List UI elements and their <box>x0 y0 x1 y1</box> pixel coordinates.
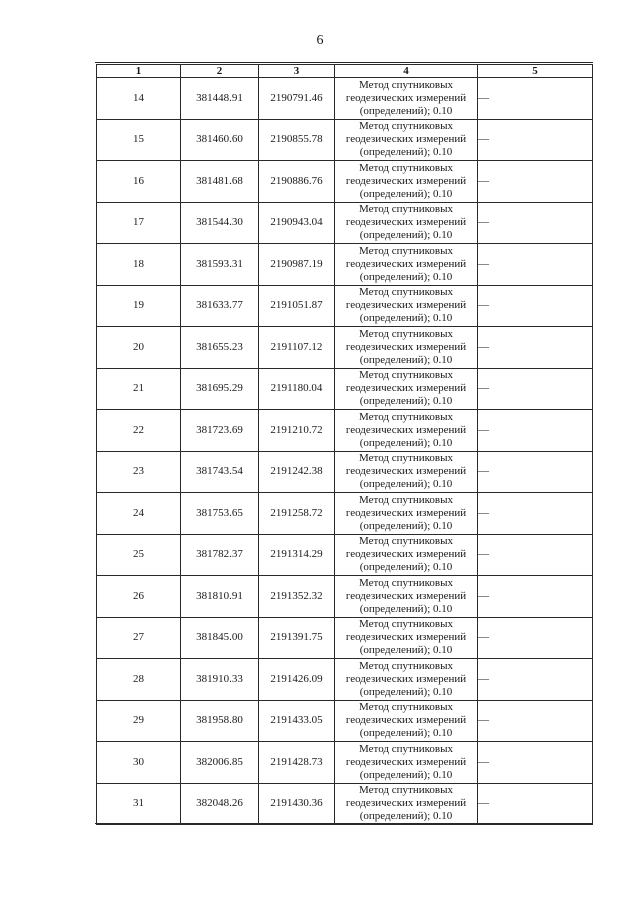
x-coordinate-cell: 381695.29 <box>181 368 259 410</box>
method-line: геодезических измерений <box>345 216 467 229</box>
x-coordinate-cell: 381910.33 <box>181 659 259 701</box>
method-line: Метод спутниковых <box>359 120 453 133</box>
method-line: (определений); 0.10 <box>359 561 453 574</box>
header-col-3: 3 <box>259 65 335 78</box>
y-coordinate-cell: 2191352.32 <box>259 576 335 618</box>
y-coordinate-cell: 2191210.72 <box>259 410 335 452</box>
y-coordinate-cell: 2191258.72 <box>259 493 335 535</box>
table-row <box>97 742 593 784</box>
x-coordinate-cell: 381655.23 <box>181 327 259 369</box>
x-coordinate-cell: 382048.26 <box>181 783 259 825</box>
note-cell: — <box>478 534 593 576</box>
x-coordinate-cell: 381958.80 <box>181 700 259 742</box>
y-coordinate-cell: 2190987.19 <box>259 244 335 286</box>
method-line: геодезических измерений <box>345 506 467 519</box>
y-coordinate-cell: 2190855.78 <box>259 119 335 161</box>
coordinates-table <box>96 64 593 825</box>
note-cell: — <box>478 202 593 244</box>
y-coordinate-cell: 2191430.36 <box>259 783 335 825</box>
method-line: геодезических измерений <box>345 797 467 810</box>
method-cell <box>335 783 478 825</box>
point-number-cell: 25 <box>97 534 181 576</box>
header-col-2: 2 <box>181 65 259 78</box>
method-line: геодезических измерений <box>345 174 467 187</box>
method-line: (определений); 0.10 <box>359 146 453 159</box>
x-coordinate-cell: 381460.60 <box>181 119 259 161</box>
x-coordinate-cell: 381845.00 <box>181 617 259 659</box>
method-line: Метод спутниковых <box>359 742 453 755</box>
point-number-cell: 22 <box>97 410 181 452</box>
table-row <box>97 78 593 120</box>
method-line: (определений); 0.10 <box>359 685 453 698</box>
y-coordinate-cell: 2191107.12 <box>259 327 335 369</box>
method-cell <box>335 202 478 244</box>
method-cell <box>335 161 478 203</box>
y-coordinate-cell: 2191051.87 <box>259 285 335 327</box>
y-coordinate-cell: 2190943.04 <box>259 202 335 244</box>
point-number-cell: 24 <box>97 493 181 535</box>
method-line: геодезических измерений <box>345 465 467 478</box>
x-coordinate-cell: 381782.37 <box>181 534 259 576</box>
table-row <box>97 700 593 742</box>
header-col-1: 1 <box>97 65 181 78</box>
method-line: (определений); 0.10 <box>359 768 453 781</box>
method-cell <box>335 700 478 742</box>
point-number-cell: 26 <box>97 576 181 618</box>
table-row <box>97 244 593 286</box>
x-coordinate-cell: 381481.68 <box>181 161 259 203</box>
header-col-4: 4 <box>335 65 478 78</box>
table-row <box>97 119 593 161</box>
method-line: Метод спутниковых <box>359 576 453 589</box>
method-line: геодезических измерений <box>345 755 467 768</box>
method-cell <box>335 410 478 452</box>
y-coordinate-cell: 2190886.76 <box>259 161 335 203</box>
header-col-5: 5 <box>478 65 593 78</box>
note-cell: — <box>478 78 593 120</box>
point-number-cell: 21 <box>97 368 181 410</box>
table-row <box>97 202 593 244</box>
point-number-cell: 18 <box>97 244 181 286</box>
table-row <box>97 534 593 576</box>
method-line: Метод спутниковых <box>359 493 453 506</box>
method-cell <box>335 742 478 784</box>
method-line: геодезических измерений <box>345 589 467 602</box>
x-coordinate-cell: 381743.54 <box>181 451 259 493</box>
method-line: геодезических измерений <box>345 631 467 644</box>
method-cell <box>335 119 478 161</box>
note-cell: — <box>478 285 593 327</box>
method-line: (определений); 0.10 <box>359 727 453 740</box>
x-coordinate-cell: 381448.91 <box>181 78 259 120</box>
table-bottom-rule <box>95 823 593 824</box>
method-cell <box>335 493 478 535</box>
note-cell: — <box>478 617 593 659</box>
method-line: Метод спутниковых <box>359 701 453 714</box>
method-cell <box>335 327 478 369</box>
note-cell: — <box>478 410 593 452</box>
table-row <box>97 410 593 452</box>
method-line: Метод спутниковых <box>359 618 453 631</box>
point-number-cell: 16 <box>97 161 181 203</box>
table-row <box>97 659 593 701</box>
method-line: Метод спутниковых <box>359 161 453 174</box>
method-line: Метод спутниковых <box>359 327 453 340</box>
note-cell: — <box>478 742 593 784</box>
y-coordinate-cell: 2191433.05 <box>259 700 335 742</box>
table-row <box>97 783 593 825</box>
x-coordinate-cell: 381633.77 <box>181 285 259 327</box>
method-line: (определений); 0.10 <box>359 187 453 200</box>
method-line: Метод спутниковых <box>359 369 453 382</box>
x-coordinate-cell: 381723.69 <box>181 410 259 452</box>
note-cell: — <box>478 327 593 369</box>
x-coordinate-cell: 381753.65 <box>181 493 259 535</box>
method-cell <box>335 659 478 701</box>
method-cell <box>335 576 478 618</box>
y-coordinate-cell: 2191314.29 <box>259 534 335 576</box>
method-cell <box>335 617 478 659</box>
y-coordinate-cell: 2191428.73 <box>259 742 335 784</box>
method-cell <box>335 451 478 493</box>
point-number-cell: 23 <box>97 451 181 493</box>
point-number-cell: 27 <box>97 617 181 659</box>
point-number-cell: 14 <box>97 78 181 120</box>
x-coordinate-cell: 381544.30 <box>181 202 259 244</box>
table-row <box>97 368 593 410</box>
method-line: Метод спутниковых <box>359 244 453 257</box>
point-number-cell: 19 <box>97 285 181 327</box>
note-cell: — <box>478 576 593 618</box>
note-cell: — <box>478 659 593 701</box>
x-coordinate-cell: 382006.85 <box>181 742 259 784</box>
note-cell: — <box>478 161 593 203</box>
method-line: (определений); 0.10 <box>359 478 453 491</box>
note-cell: — <box>478 451 593 493</box>
y-coordinate-cell: 2191242.38 <box>259 451 335 493</box>
method-line: Метод спутниковых <box>359 659 453 672</box>
method-line: геодезических измерений <box>345 672 467 685</box>
note-cell: — <box>478 244 593 286</box>
method-line: (определений); 0.10 <box>359 229 453 242</box>
table-body <box>97 78 593 825</box>
method-line: (определений); 0.10 <box>359 644 453 657</box>
method-line: Метод спутниковых <box>359 203 453 216</box>
method-line: геодезических измерений <box>345 382 467 395</box>
table-row <box>97 576 593 618</box>
point-number-cell: 28 <box>97 659 181 701</box>
note-cell: — <box>478 368 593 410</box>
method-line: Метод спутниковых <box>359 784 453 797</box>
y-coordinate-cell: 2191180.04 <box>259 368 335 410</box>
method-line: Метод спутниковых <box>359 286 453 299</box>
table-row <box>97 327 593 369</box>
table-row <box>97 451 593 493</box>
method-line: (определений); 0.10 <box>359 312 453 325</box>
point-number-cell: 29 <box>97 700 181 742</box>
method-line: геодезических измерений <box>345 340 467 353</box>
method-line: геодезических измерений <box>345 423 467 436</box>
point-number-cell: 30 <box>97 742 181 784</box>
method-line: (определений); 0.10 <box>359 395 453 408</box>
method-line: (определений); 0.10 <box>359 270 453 283</box>
method-line: (определений); 0.10 <box>359 353 453 366</box>
table-row <box>97 161 593 203</box>
method-line: геодезических измерений <box>345 714 467 727</box>
method-line: Метод спутниковых <box>359 78 453 91</box>
method-cell <box>335 285 478 327</box>
table-row <box>97 285 593 327</box>
y-coordinate-cell: 2191391.75 <box>259 617 335 659</box>
method-line: Метод спутниковых <box>359 452 453 465</box>
method-line: Метод спутниковых <box>359 535 453 548</box>
method-line: геодезических измерений <box>345 299 467 312</box>
method-line: (определений); 0.10 <box>359 810 453 823</box>
note-cell: — <box>478 119 593 161</box>
note-cell: — <box>478 493 593 535</box>
method-line: геодезических измерений <box>345 133 467 146</box>
note-cell: — <box>478 783 593 825</box>
method-cell <box>335 78 478 120</box>
point-number-cell: 17 <box>97 202 181 244</box>
table-row <box>97 493 593 535</box>
method-line: (определений); 0.10 <box>359 519 453 532</box>
point-number-cell: 20 <box>97 327 181 369</box>
method-line: геодезических измерений <box>345 91 467 104</box>
y-coordinate-cell: 2191426.09 <box>259 659 335 701</box>
method-line: (определений); 0.10 <box>359 602 453 615</box>
x-coordinate-cell: 381593.31 <box>181 244 259 286</box>
method-cell <box>335 534 478 576</box>
table-top-rule <box>95 62 593 63</box>
method-cell <box>335 244 478 286</box>
method-cell <box>335 368 478 410</box>
point-number-cell: 31 <box>97 783 181 825</box>
y-coordinate-cell: 2190791.46 <box>259 78 335 120</box>
method-line: геодезических измерений <box>345 257 467 270</box>
table-header-row <box>97 65 593 78</box>
x-coordinate-cell: 381810.91 <box>181 576 259 618</box>
point-number-cell: 15 <box>97 119 181 161</box>
note-cell: — <box>478 700 593 742</box>
table-row <box>97 617 593 659</box>
method-line: (определений); 0.10 <box>359 436 453 449</box>
method-line: (определений); 0.10 <box>359 104 453 117</box>
page-number: 6 <box>316 33 324 48</box>
method-line: геодезических измерений <box>345 548 467 561</box>
method-line: Метод спутниковых <box>359 410 453 423</box>
